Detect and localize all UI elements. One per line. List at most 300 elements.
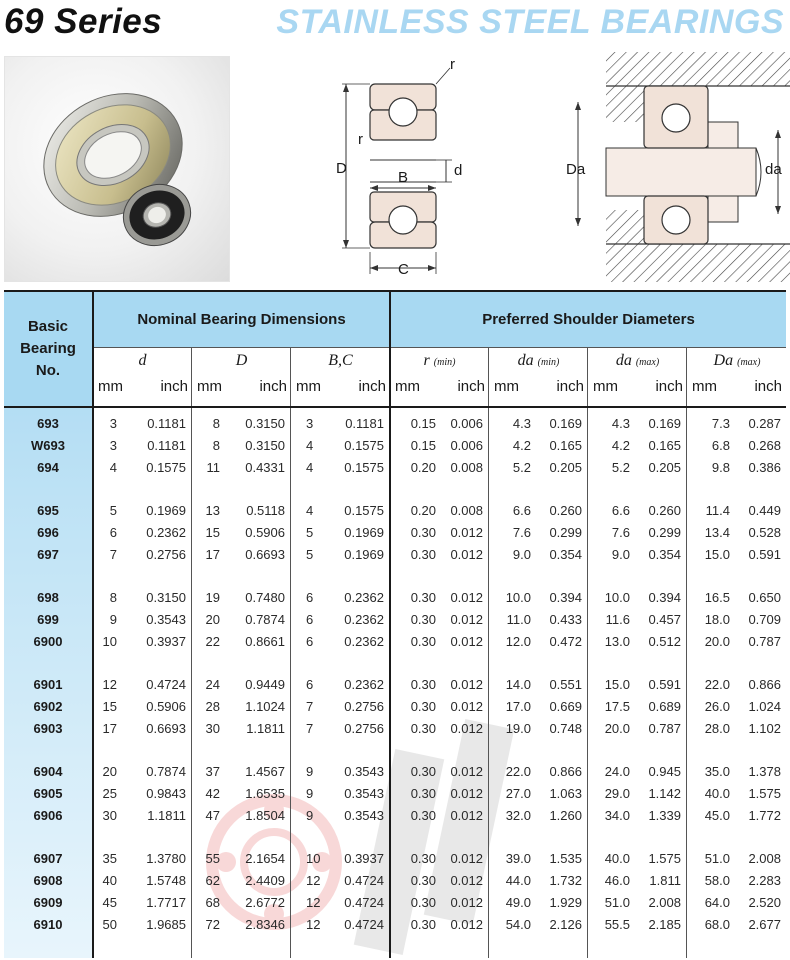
cell-inch: 0.260 [648,503,681,518]
cell-inch: 1.8504 [245,808,285,823]
cell-inch: 2.008 [748,851,781,866]
cell-mm: 0.30 [410,634,436,649]
bearing-number: 6904 [33,764,63,779]
cell-mm: 17 [102,721,117,736]
cell-mm: 8 [212,438,220,453]
bearing-spec-table [4,290,786,958]
cell-inch: 0.669 [549,699,582,714]
cell-mm: 6.6 [611,503,630,518]
cell-mm: 22.0 [505,764,531,779]
cell-mm: 24.0 [604,764,630,779]
unit-inch-label: inch [358,378,386,395]
cell-mm: 0.30 [410,917,436,932]
unit-inch-label: inch [655,378,683,395]
cell-mm: 50 [102,917,117,932]
header-divider [4,406,786,408]
cell-mm: 0.15 [410,416,436,431]
cell-mm: 72 [205,917,220,932]
basic-header-line: No. [35,361,61,379]
cell-inch: 2.1654 [245,851,285,866]
cell-mm: 17.5 [604,699,630,714]
cell-inch: 1.929 [549,895,582,910]
cell-mm: 4 [306,460,314,475]
bearing-number: 6910 [33,917,63,932]
cell-mm: 0.20 [410,503,436,518]
cell-inch: 0.6693 [146,721,186,736]
cell-mm: 7.6 [611,525,630,540]
cell-inch: 1.260 [549,808,582,823]
cell-mm: 13.4 [704,525,730,540]
cell-inch: 0.012 [450,851,483,866]
table-row [4,457,786,479]
cell-inch: 1.575 [648,851,681,866]
cell-inch: 0.165 [549,438,582,453]
cell-mm: 0.30 [410,677,436,692]
cell-inch: 0.1575 [146,460,186,475]
cell-inch: 0.945 [648,764,681,779]
cell-mm: 17.0 [505,699,531,714]
bearing-number: 6901 [33,677,63,692]
cell-inch: 1.102 [748,721,781,736]
cell-inch: 0.591 [748,547,781,562]
cell-mm: 45.0 [704,808,730,823]
bearing-number: 697 [37,547,59,562]
bearing-number: 6900 [33,634,63,649]
cell-mm: 7 [109,547,117,562]
unit-mm-label: mm [197,378,222,395]
cell-inch: 1.142 [648,786,681,801]
cell-mm: 5 [109,503,117,518]
cell-inch: 2.677 [748,917,781,932]
cell-mm: 9 [109,612,117,627]
cell-inch: 0.748 [549,721,582,736]
bearing-photo-icon [5,57,231,283]
nominal-dimensions-header: Nominal Bearing Dimensions [94,292,389,347]
cell-mm: 15 [205,525,220,540]
cell-inch: 0.1181 [345,416,384,431]
cell-mm: 45 [102,895,117,910]
table-row [4,674,786,696]
cell-mm: 0.15 [410,438,436,453]
cell-inch: 0.449 [748,503,781,518]
cell-mm: 0.30 [410,764,436,779]
cell-inch: 0.528 [748,525,781,540]
table-row [4,783,786,805]
unit-inch-label: inch [259,378,287,395]
cell-mm: 6 [109,525,117,540]
cell-inch: 0.3543 [344,808,384,823]
cell-mm: 35 [102,851,117,866]
cell-inch: 2.4409 [245,873,285,888]
cell-mm: 20 [205,612,220,627]
cell-inch: 2.520 [748,895,781,910]
cell-mm: 40.0 [704,786,730,801]
table-row [4,609,786,631]
cell-mm: 22.0 [704,677,730,692]
cell-mm: 9 [306,764,314,779]
cell-mm: 30 [205,721,220,736]
col-BC-header: B,C [328,352,353,369]
bearing-number: 6906 [33,808,63,823]
cell-inch: 1.063 [549,786,582,801]
label-da: da [765,161,782,178]
unit-inch-label: inch [556,378,584,395]
table-row [4,631,786,653]
cell-mm: 0.20 [410,460,436,475]
cell-inch: 2.283 [748,873,781,888]
cell-inch: 1.339 [648,808,681,823]
cell-inch: 0.169 [549,416,582,431]
cell-inch: 1.378 [748,764,781,779]
cell-inch: 0.7874 [245,612,285,627]
table-row [4,435,786,457]
cell-inch: 0.709 [748,612,781,627]
cell-mm: 12 [306,895,321,910]
cell-inch: 0.433 [549,612,582,627]
cell-mm: 15.0 [704,547,730,562]
cell-mm: 7 [306,699,314,714]
cell-mm: 13.0 [604,634,630,649]
cell-mm: 4.3 [512,416,531,431]
cell-mm: 51.0 [604,895,630,910]
cell-mm: 19.0 [505,721,531,736]
table-row [4,848,786,870]
table-row [4,544,786,566]
cell-mm: 5.2 [611,460,630,475]
bearing-photo [4,56,230,282]
cell-inch: 0.5118 [246,503,285,518]
cell-inch: 1.3780 [146,851,186,866]
cell-inch: 0.394 [549,590,582,605]
cell-mm: 49.0 [505,895,531,910]
cell-mm: 27.0 [505,786,531,801]
unit-mm-label: mm [692,378,717,395]
cell-inch: 0.012 [450,873,483,888]
label-d: d [454,162,463,179]
cell-mm: 11.6 [605,612,630,627]
cell-mm: 42 [205,786,220,801]
cell-mm: 15 [102,699,117,714]
cell-inch: 0.9843 [146,786,186,801]
cell-mm: 58.0 [704,873,730,888]
cell-mm: 6 [306,612,314,627]
cell-mm: 3 [109,438,117,453]
cell-inch: 0.866 [748,677,781,692]
cell-inch: 1.772 [748,808,781,823]
cell-mm: 6.6 [512,503,531,518]
unit-mm-label: mm [395,378,420,395]
cell-mm: 0.30 [410,808,436,823]
unit-mm-label: mm [494,378,519,395]
cell-mm: 6.8 [711,438,730,453]
cell-mm: 7 [306,721,314,736]
cell-mm: 68 [205,895,220,910]
series-title: 69 Series [4,2,163,41]
bearing-number: 6905 [33,786,63,801]
cell-mm: 46.0 [604,873,630,888]
cell-mm: 4.3 [611,416,630,431]
cell-inch: 0.1575 [344,503,384,518]
cell-mm: 20 [102,764,117,779]
cell-inch: 0.2362 [344,612,384,627]
cell-inch: 0.3543 [344,764,384,779]
cell-mm: 17 [205,547,220,562]
cell-mm: 6 [306,590,314,605]
unit-inch-label: inch [754,378,782,395]
bearing-number: 6902 [33,699,63,714]
cell-inch: 1.9685 [146,917,186,932]
cell-inch: 0.012 [450,612,483,627]
cell-mm: 0.30 [410,547,436,562]
cell-mm: 10 [102,634,117,649]
cell-inch: 0.787 [648,721,681,736]
basic-header-line: Bearing [20,340,76,358]
cell-inch: 0.7480 [245,590,285,605]
label-r-top: r [450,56,455,73]
cell-inch: 0.354 [648,547,681,562]
table-row [4,805,786,827]
table-row [4,587,786,609]
cell-mm: 20.0 [604,721,630,736]
table-row [4,413,786,435]
bearing-number: 6908 [33,873,63,888]
label-r-side: r [358,131,363,148]
cell-inch: 0.457 [648,612,681,627]
cell-inch: 0.3150 [146,590,186,605]
cell-mm: 7.3 [711,416,730,431]
preferred-shoulder-header: Preferred Shoulder Diameters [391,292,786,347]
cell-mm: 0.30 [410,590,436,605]
cell-inch: 0.2756 [146,547,186,562]
cell-inch: 0.2362 [344,634,384,649]
cell-mm: 55 [205,851,220,866]
bearing-number: 698 [37,590,59,605]
cell-inch: 1.732 [549,873,582,888]
cell-mm: 28.0 [704,721,730,736]
cell-mm: 0.30 [410,851,436,866]
cell-mm: 11 [206,460,220,475]
cell-mm: 10.0 [604,590,630,605]
cell-inch: 0.169 [648,416,681,431]
cell-inch: 1.5748 [146,873,186,888]
cell-mm: 54.0 [505,917,531,932]
col-da-min-header: da (min) [517,352,560,369]
cell-inch: 0.3543 [344,786,384,801]
cell-inch: 0.1969 [344,525,384,540]
cell-inch: 0.6693 [245,547,285,562]
cell-inch: 0.3937 [344,851,384,866]
cell-mm: 4.2 [512,438,531,453]
cell-inch: 0.5906 [146,699,186,714]
cell-inch: 0.512 [648,634,681,649]
bearing-number: 693 [37,416,59,431]
table-row [4,914,786,936]
cell-mm: 44.0 [505,873,531,888]
cell-inch: 2.6772 [245,895,285,910]
cell-mm: 24 [205,677,220,692]
cell-inch: 0.1575 [344,438,384,453]
cell-inch: 0.012 [450,808,483,823]
cell-mm: 9 [306,786,314,801]
banner-title: STAINLESS STEEL BEARINGS [276,3,784,41]
table-row [4,892,786,914]
cell-inch: 0.006 [450,416,483,431]
cell-inch: 1.1811 [246,721,285,736]
col-r-min-header: r (min) [423,352,456,369]
cell-mm: 40 [102,873,117,888]
bearing-number: 695 [37,503,59,518]
cell-inch: 0.1969 [344,547,384,562]
cell-mm: 20.0 [704,634,730,649]
cell-inch: 0.354 [549,547,582,562]
cross-section-diagram [318,52,478,284]
cell-mm: 12.0 [505,634,531,649]
cell-inch: 0.287 [748,416,781,431]
cell-mm: 10.0 [505,590,531,605]
cell-inch: 0.012 [450,525,483,540]
cell-inch: 1.1811 [147,808,186,823]
table-row [4,522,786,544]
cell-inch: 0.866 [549,764,582,779]
cell-mm: 39.0 [505,851,531,866]
cell-inch: 0.3150 [245,416,285,431]
cell-inch: 0.012 [450,547,483,562]
cell-mm: 0.30 [410,895,436,910]
cell-inch: 0.2362 [146,525,186,540]
cell-inch: 0.386 [748,460,781,475]
cell-mm: 8 [212,416,220,431]
table-row [4,870,786,892]
basic-bearing-no-header [4,292,92,406]
cell-mm: 12 [306,873,321,888]
cell-inch: 0.689 [648,699,681,714]
bearing-number: 6909 [33,895,63,910]
cell-inch: 0.4724 [146,677,186,692]
cell-mm: 68.0 [704,917,730,932]
cell-mm: 8 [109,590,117,605]
cell-mm: 5.2 [512,460,531,475]
cell-inch: 2.8346 [245,917,285,932]
label-D: D [336,160,347,177]
cell-inch: 0.012 [450,721,483,736]
cell-inch: 0.9449 [245,677,285,692]
cell-inch: 2.008 [648,895,681,910]
cell-mm: 6 [306,634,314,649]
cell-inch: 0.4724 [344,895,384,910]
unit-inch-label: inch [457,378,485,395]
cell-mm: 55.5 [604,917,630,932]
cell-mm: 9.0 [611,547,630,562]
bearing-number: W693 [31,438,65,453]
cell-mm: 9.0 [512,547,531,562]
cell-inch: 0.268 [748,438,781,453]
cell-inch: 0.4724 [344,873,384,888]
cell-inch: 0.006 [450,438,483,453]
cell-mm: 64.0 [704,895,730,910]
cell-inch: 0.2362 [344,590,384,605]
cell-mm: 19 [205,590,220,605]
cell-inch: 0.012 [450,590,483,605]
cell-mm: 16.5 [704,590,730,605]
cell-mm: 26.0 [704,699,730,714]
cell-inch: 1.6535 [245,786,285,801]
cell-mm: 14.0 [505,677,531,692]
cell-mm: 47 [205,808,220,823]
unit-mm-label: mm [296,378,321,395]
bearing-number: 6903 [33,721,63,736]
table-row [4,500,786,522]
cell-inch: 0.472 [549,634,582,649]
cell-mm: 0.30 [410,721,436,736]
cell-inch: 2.185 [648,917,681,932]
cell-inch: 0.008 [450,460,483,475]
cell-inch: 0.012 [450,677,483,692]
cell-inch: 0.012 [450,895,483,910]
cell-mm: 0.30 [410,873,436,888]
cell-mm: 9.8 [711,460,730,475]
cell-mm: 11.0 [506,612,531,627]
col-D-header: D [235,352,248,369]
cell-inch: 0.205 [549,460,582,475]
cell-inch: 0.012 [450,699,483,714]
cell-inch: 0.299 [549,525,582,540]
cell-inch: 0.260 [549,503,582,518]
col-d-header: d [138,352,147,369]
cell-inch: 0.1575 [344,460,384,475]
cell-mm: 6 [306,677,314,692]
cell-mm: 29.0 [604,786,630,801]
cell-mm: 0.30 [410,786,436,801]
cell-inch: 0.1181 [147,438,186,453]
cell-mm: 4 [306,503,314,518]
cell-inch: 0.012 [450,786,483,801]
cell-inch: 0.4724 [344,917,384,932]
label-B: B [398,169,409,186]
cell-mm: 37 [205,764,220,779]
cell-inch: 0.3543 [146,612,186,627]
cell-mm: 12 [102,677,117,692]
cell-inch: 0.787 [748,634,781,649]
cell-inch: 0.4331 [245,460,285,475]
unit-inch-label: inch [160,378,188,395]
col-Da-max-header: Da (max) [713,352,761,369]
cell-mm: 0.30 [410,699,436,714]
bearing-number: 696 [37,525,59,540]
cell-inch: 0.3937 [146,634,186,649]
cell-mm: 40.0 [604,851,630,866]
cell-mm: 15.0 [604,677,630,692]
cell-mm: 3 [109,416,117,431]
cell-mm: 5 [306,525,314,540]
cell-mm: 32.0 [505,808,531,823]
cell-inch: 0.1969 [146,503,186,518]
cell-inch: 0.299 [648,525,681,540]
cell-inch: 2.126 [549,917,582,932]
cell-inch: 1.024 [748,699,781,714]
cell-inch: 1.7717 [146,895,186,910]
bearing-number: 699 [37,612,59,627]
cell-mm: 9 [306,808,314,823]
cell-inch: 0.551 [549,677,582,692]
cell-inch: 1.1024 [245,699,285,714]
cell-inch: 0.012 [450,917,483,932]
cell-inch: 0.394 [648,590,681,605]
cell-mm: 25 [102,786,117,801]
unit-mm-label: mm [98,378,123,395]
cell-inch: 0.7874 [146,764,186,779]
cell-inch: 0.650 [748,590,781,605]
cell-mm: 0.30 [410,525,436,540]
